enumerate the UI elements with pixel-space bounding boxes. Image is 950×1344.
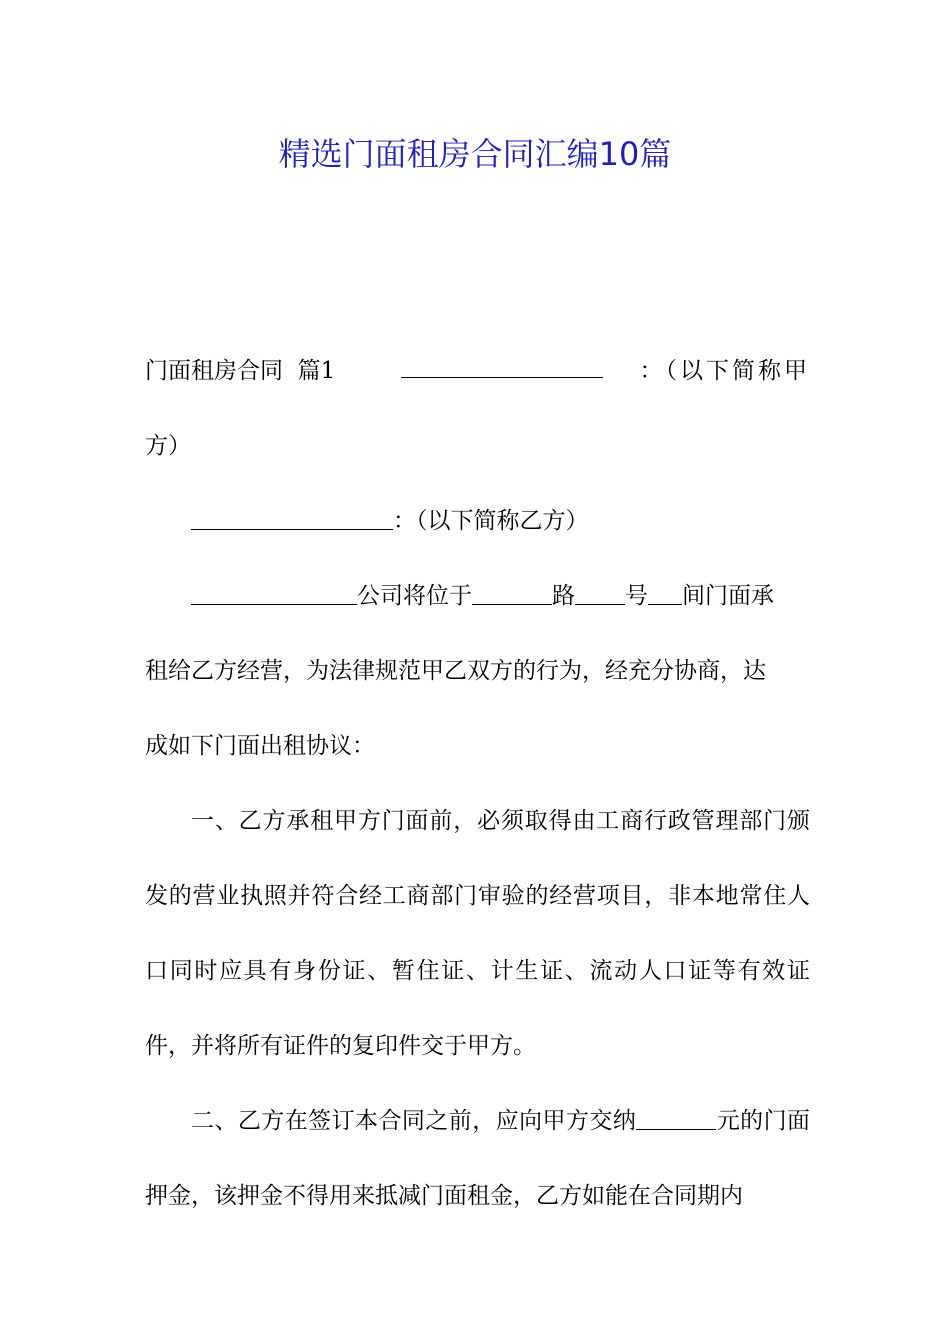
premises-line3: 成如下门面出租协议： <box>145 733 375 759</box>
deposit-blank <box>636 1106 716 1130</box>
clause-2-after: 元的门面押金，该押金不得用来抵减门面租金，乙方如能在合同期内 <box>145 1108 811 1209</box>
clause-1: 一、乙方承租甲方门面前，必须取得由工商行政管理部门颁发的营业执照并符合经工商部门审验的经营项目，非本地常住人口同时应具有身份证、暂住证、计生证、流动人口证等有效证件，并将所有证件的复印件交于甲方。 <box>145 808 810 1059</box>
premises-line2: 租给乙方经营，为法律规范甲乙双方的行为，经充分协商，达 <box>145 658 766 684</box>
document-body <box>145 334 810 1234</box>
document-title: 精选门面租房合同汇编10篇 <box>278 135 672 173</box>
road-blank <box>472 581 552 605</box>
premises-company-text: 公司将位于 <box>357 583 472 609</box>
party-a-blank <box>401 354 603 378</box>
clause-2 <box>145 1084 810 1234</box>
room-blank <box>648 581 682 605</box>
party-a-suffix: ：（以下简称甲 <box>639 358 810 384</box>
party-b-suffix: ：（以下简称乙方） <box>393 508 589 534</box>
number-blank <box>575 581 625 605</box>
premises-road-text: 路 <box>552 583 575 609</box>
party-b-line <box>145 484 810 559</box>
party-a-wrap: 方） <box>145 433 191 459</box>
section-heading-line <box>145 334 810 409</box>
premises-number-text: 号 <box>625 583 648 609</box>
paragraph-premises <box>145 559 810 784</box>
company-blank <box>191 581 357 605</box>
premises-rest-text: 间门面承 <box>682 583 774 609</box>
clause-2-before: 二、乙方在签订本合同之前，应向甲方交纳 <box>191 1108 637 1134</box>
section-heading: 门面租房合同 篇1 <box>145 358 336 384</box>
party-b-blank <box>191 506 393 530</box>
